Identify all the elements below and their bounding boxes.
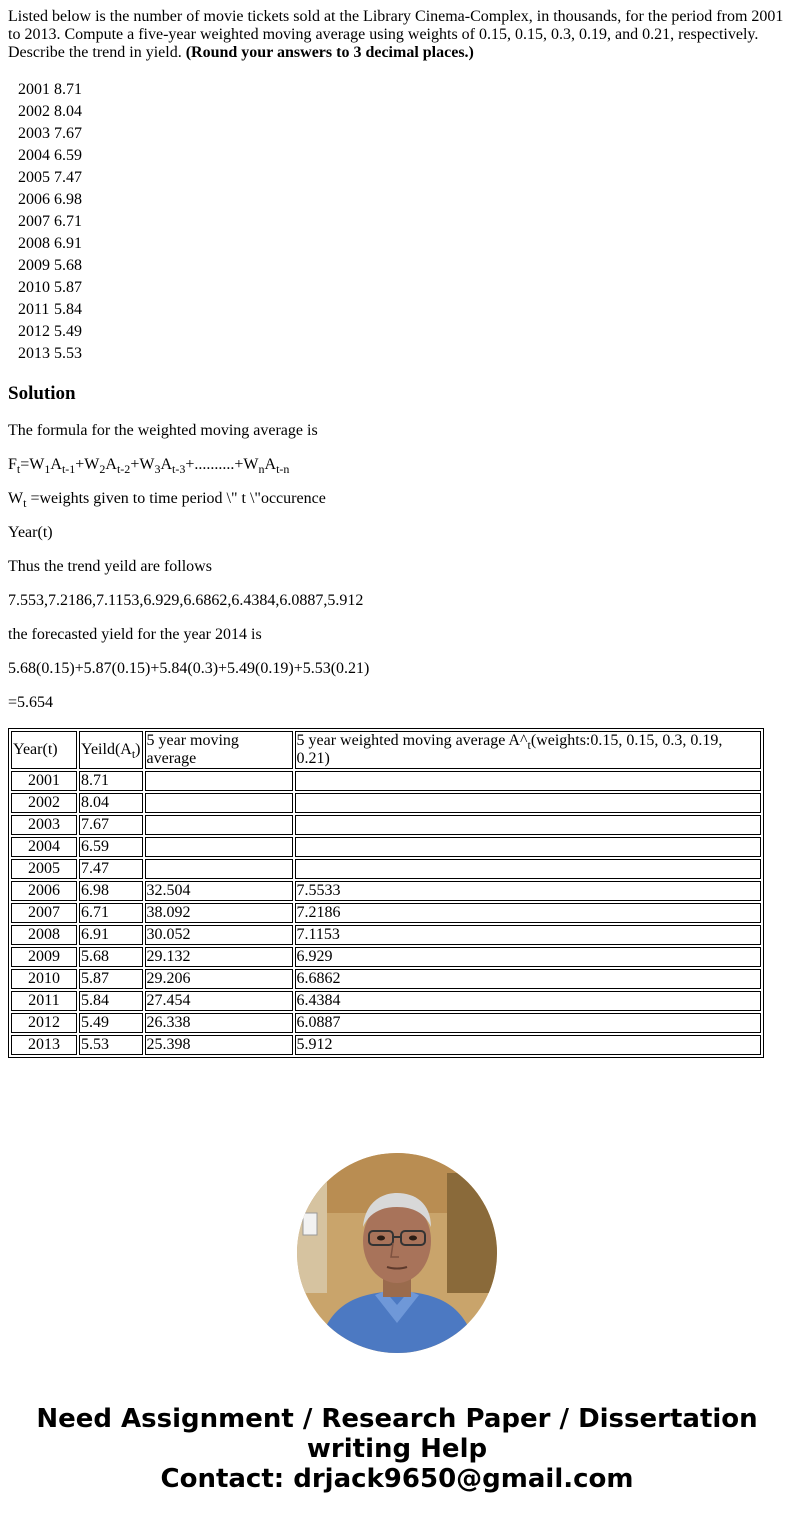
cell-moving-average [145, 815, 293, 835]
data-value: 8.71 [54, 81, 82, 98]
cell-year: 2004 [11, 837, 77, 857]
question-body: Listed below is the number of movie tickets sold at the Library Cinema-Complex, in thousands, for the period from 2001 to 2013. Compute a five-year weighted moving average using weights of 0.15, 0.15, 0.3, 0.19, and 0.21, respectively. Describe the trend in yield. [8, 8, 784, 61]
cell-yield: 5.49 [79, 1013, 143, 1033]
table-row [11, 925, 761, 945]
cell-year: 2008 [11, 925, 77, 945]
cell-moving-average [145, 771, 293, 791]
cell-year: 2011 [11, 991, 77, 1011]
raw-data-body [18, 80, 82, 364]
data-year: 2003 [18, 125, 50, 142]
cell-moving-average: 25.398 [145, 1035, 293, 1055]
data-year: 2009 [18, 257, 50, 274]
cell-weighted-moving-average [295, 859, 761, 879]
promo-contact: Contact: drjack9650@gmail.com [160, 1464, 634, 1494]
cell-weighted-moving-average: 7.2186 [295, 903, 761, 923]
data-year: 2001 [18, 81, 50, 98]
data-year: 2011 [18, 301, 50, 318]
promo-line-2: writing Help [306, 1434, 488, 1464]
cell-yield: 6.71 [79, 903, 143, 923]
trend-values: 7.553,7.2186,7.1153,6.929,6.6862,6.4384,6.0887,5.912 [8, 592, 364, 609]
cell-year: 2010 [11, 969, 77, 989]
data-list-row [18, 190, 82, 210]
cell-moving-average: 32.504 [145, 881, 293, 901]
cell-year: 2001 [11, 771, 77, 791]
cell-year: 2005 [11, 859, 77, 879]
data-value: 5.49 [54, 323, 82, 340]
data-list-row [18, 80, 82, 100]
forecast-calculation: 5.68(0.15)+5.87(0.15)+5.84(0.3)+5.49(0.19)+5.53(0.21) [8, 660, 370, 677]
data-value: 8.04 [54, 103, 82, 120]
forecast-intro: the forecasted yield for the year 2014 is [8, 626, 262, 643]
header-weighted-moving-average: 5 year weighted moving average $A\^{}_t(weights:0.15$, 0.15, 0.3, 0.19, 0.21) [295, 731, 761, 769]
year-label: Year(t) [8, 524, 53, 541]
cell-weighted-moving-average: 6.0887 [295, 1013, 761, 1033]
forecast-result: =5.654 [8, 694, 54, 711]
cell-weighted-moving-average: 6.4384 [295, 991, 761, 1011]
raw-data-list [16, 78, 84, 366]
data-year: 2005 [18, 169, 50, 186]
cell-year: 2006 [11, 881, 77, 901]
trend-intro: Thus the trend yeild are follows [8, 558, 212, 575]
data-year: 2004 [18, 147, 50, 164]
data-list-row [18, 234, 82, 254]
header-year: Year(t) [11, 731, 77, 769]
data-value: 5.84 [54, 301, 82, 318]
cell-yield: 5.68 [79, 947, 143, 967]
rounding-note: (Round your answers to 3 decimal places.) [185, 44, 474, 61]
data-year: 2012 [18, 323, 50, 340]
cell-moving-average [145, 837, 293, 857]
data-list-row [18, 212, 82, 232]
cell-yield: 7.67 [79, 815, 143, 835]
data-value: 5.87 [54, 279, 82, 296]
data-value: 5.68 [54, 257, 82, 274]
cell-year: 2007 [11, 903, 77, 923]
cell-yield: 5.87 [79, 969, 143, 989]
table-row [11, 991, 761, 1011]
data-value: 6.71 [54, 213, 82, 230]
data-value: 7.47 [54, 169, 82, 186]
data-list-row [18, 124, 82, 144]
table-row [11, 793, 761, 813]
formula-intro: The formula for the weighted moving average is [8, 422, 318, 439]
table-row [11, 1035, 761, 1055]
data-list-row [18, 300, 82, 320]
table-row [11, 947, 761, 967]
cell-moving-average: 29.132 [145, 947, 293, 967]
data-year: 2013 [18, 345, 50, 362]
cell-weighted-moving-average [295, 793, 761, 813]
cell-yield: 8.04 [79, 793, 143, 813]
cell-yield: 6.98 [79, 881, 143, 901]
cell-year: 2012 [11, 1013, 77, 1033]
formula: $F_t=W_1A_{t-1}+W_2A_{t-2}+W_3A_{t-3}+..........+W_nA_{t-n}$ [8, 456, 290, 476]
table-row [11, 1013, 761, 1033]
data-year: 2006 [18, 191, 50, 208]
cell-moving-average: 29.206 [145, 969, 293, 989]
cell-moving-average [145, 793, 293, 813]
data-list-row [18, 256, 82, 276]
cell-moving-average: 30.052 [145, 925, 293, 945]
solution-heading: Solution [8, 383, 76, 404]
cell-moving-average: 38.092 [145, 903, 293, 923]
promo-line-1: Need Assignment / Research Paper / Dissertation [36, 1404, 758, 1434]
data-year: 2007 [18, 213, 50, 230]
cell-moving-average: 26.338 [145, 1013, 293, 1033]
cell-yield: 5.53 [79, 1035, 143, 1055]
data-year: 2008 [18, 235, 50, 252]
cell-moving-average [145, 859, 293, 879]
cell-year: 2003 [11, 815, 77, 835]
cell-yield: 5.84 [79, 991, 143, 1011]
cell-yield: 7.47 [79, 859, 143, 879]
weights-definition: $W_t$ =weights given to time period \" t \"occurence [8, 490, 326, 510]
data-list-row [18, 344, 82, 364]
header-yield: $Yeild(A_t)$ [79, 731, 143, 769]
cell-yield: 6.91 [79, 925, 143, 945]
cell-yield: 8.71 [79, 771, 143, 791]
table-row [11, 881, 761, 901]
cell-weighted-moving-average [295, 837, 761, 857]
table-row [11, 837, 761, 857]
data-year: 2010 [18, 279, 50, 296]
table-row [11, 859, 761, 879]
author-photo-illustration [297, 1153, 497, 1353]
data-list-row [18, 278, 82, 298]
cell-weighted-moving-average: 7.5533 [295, 881, 761, 901]
data-value: 6.91 [54, 235, 82, 252]
data-list-row [18, 146, 82, 166]
table-row [11, 771, 761, 791]
cell-yield: 6.59 [79, 837, 143, 857]
cell-weighted-moving-average: 6.929 [295, 947, 761, 967]
data-value: 6.98 [54, 191, 82, 208]
data-list-row [18, 168, 82, 188]
data-list-row [18, 322, 82, 342]
cell-weighted-moving-average: 7.1153 [295, 925, 761, 945]
cell-weighted-moving-average [295, 815, 761, 835]
question-text [8, 8, 788, 62]
data-list-row [18, 102, 82, 122]
page-content [8, 8, 788, 1058]
cell-weighted-moving-average: 5.912 [295, 1035, 761, 1055]
promo-banner [0, 1404, 794, 1494]
author-photo [297, 1153, 497, 1353]
data-value: 6.59 [54, 147, 82, 164]
cell-year: 2002 [11, 793, 77, 813]
cell-weighted-moving-average [295, 771, 761, 791]
moving-average-table [8, 728, 764, 1058]
cell-weighted-moving-average: 6.6862 [295, 969, 761, 989]
cell-moving-average: 27.454 [145, 991, 293, 1011]
cell-year: 2009 [11, 947, 77, 967]
data-value: 7.67 [54, 125, 82, 142]
moving-average-table-body [11, 731, 761, 1055]
table-header-row [11, 731, 761, 769]
table-row [11, 815, 761, 835]
data-value: 5.53 [54, 345, 82, 362]
header-moving-average: 5 year moving average [145, 731, 293, 769]
cell-year: 2013 [11, 1035, 77, 1055]
table-row [11, 903, 761, 923]
data-year: 2002 [18, 103, 50, 120]
table-row [11, 969, 761, 989]
